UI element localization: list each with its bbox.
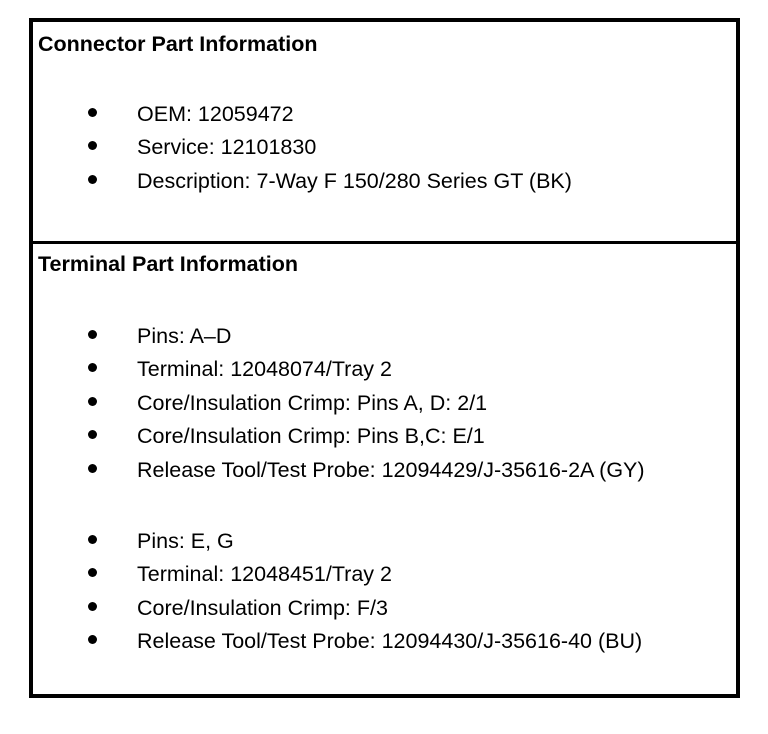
connector-description: Description: 7-Way F 150/280 Series GT (BK) [137, 168, 572, 193]
terminal-part-number: Terminal: 12048451/Tray 2 [137, 562, 392, 587]
list-item [33, 423, 645, 456]
bullet-icon [88, 464, 97, 473]
terminal-pins: Pins: A–D [137, 324, 232, 348]
terminal-section-title: Terminal Part Information [38, 252, 299, 276]
part-information-table [29, 18, 740, 698]
bullet-icon [88, 330, 97, 339]
list-item [33, 323, 645, 356]
bullet-icon [88, 141, 97, 150]
terminal-section [33, 244, 736, 694]
bullet-icon [88, 602, 97, 611]
bullet-icon [88, 430, 97, 439]
list-item [33, 356, 645, 389]
list-item [33, 628, 642, 661]
connector-service: Service: 12101830 [137, 135, 317, 160]
terminal-group-pins-e-g [33, 528, 642, 662]
terminal-crimp: Core/Insulation Crimp: Pins A, D: 2/1 [137, 390, 488, 415]
bullet-icon [88, 568, 97, 577]
connector-oem: OEM: 12059472 [137, 102, 294, 126]
terminal-release-tool: Release Tool/Test Probe: 12094429/J-35616-2A (GY) [137, 457, 645, 482]
bullet-icon [88, 108, 97, 117]
list-item [33, 390, 645, 423]
list-item [33, 101, 572, 134]
bullet-icon [88, 397, 97, 406]
bullet-icon [88, 363, 97, 372]
bullet-icon [88, 635, 97, 644]
terminal-pins: Pins: E, G [137, 529, 234, 553]
bullet-icon [88, 535, 97, 544]
terminal-part-number: Terminal: 12048074/Tray 2 [137, 357, 392, 382]
terminal-crimp: Core/Insulation Crimp: Pins B,C: E/1 [137, 424, 485, 449]
terminal-crimp: Core/Insulation Crimp: F/3 [137, 595, 388, 620]
connector-section-title: Connector Part Information [38, 32, 318, 56]
list-item [33, 528, 642, 561]
connector-section [33, 22, 736, 244]
terminal-group-pins-a-d [33, 323, 645, 490]
list-item [33, 457, 645, 490]
list-item [33, 168, 572, 201]
bullet-icon [88, 175, 97, 184]
list-item [33, 595, 642, 628]
list-item [33, 134, 572, 167]
list-item [33, 561, 642, 594]
connector-info-list [33, 101, 572, 201]
terminal-release-tool: Release Tool/Test Probe: 12094430/J-35616-40 (BU) [137, 629, 643, 654]
